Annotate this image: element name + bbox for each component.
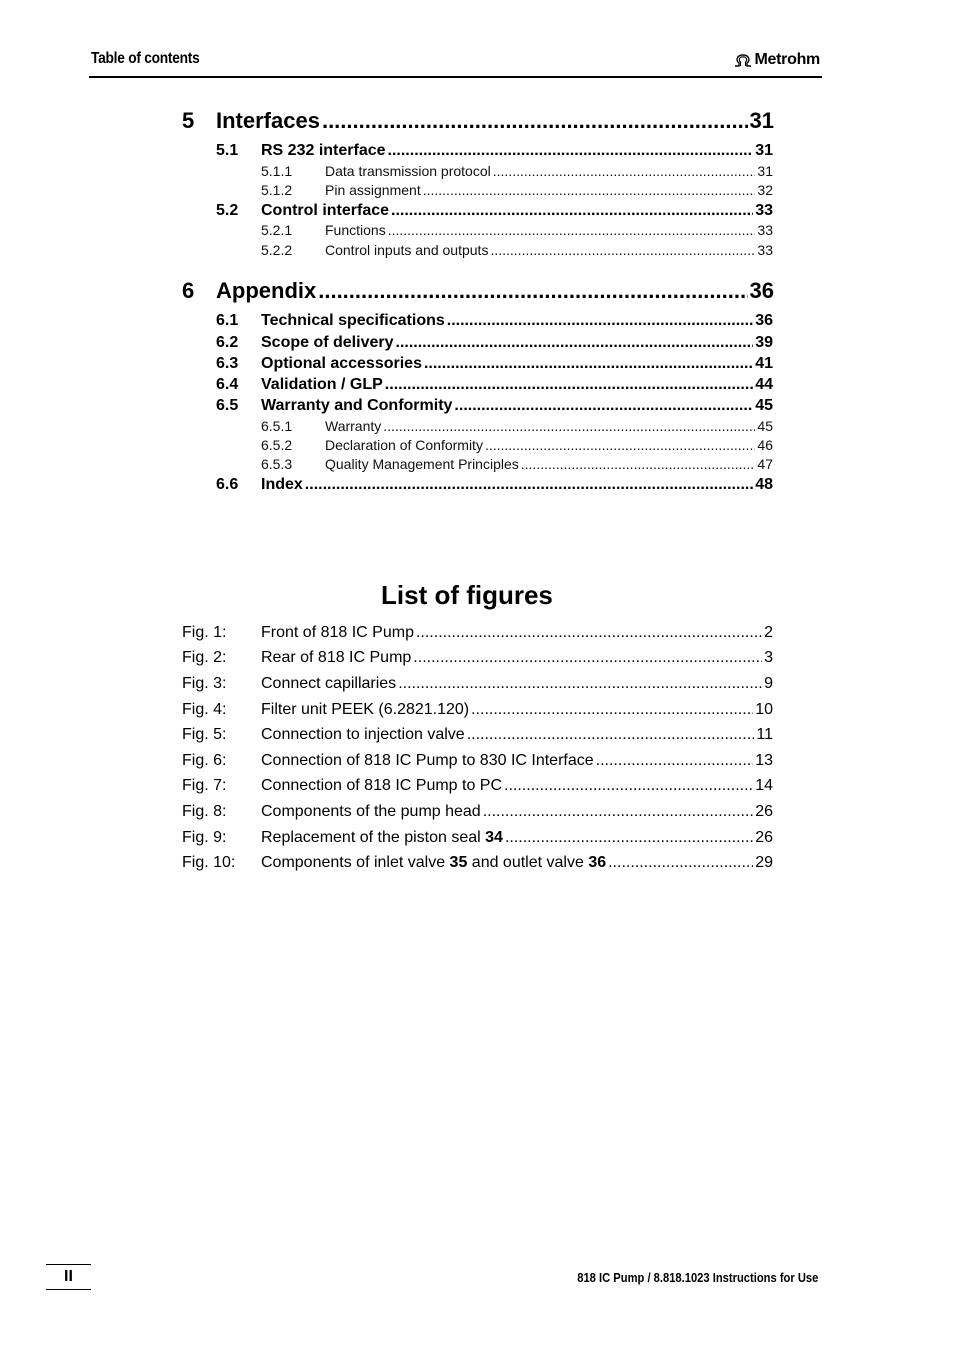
toc-subsection-6-5-2[interactable] bbox=[261, 437, 773, 453]
toc-number: 6.5 bbox=[216, 397, 239, 414]
page-number: II bbox=[64, 1268, 73, 1285]
toc-number: 5.1.2 bbox=[261, 182, 293, 198]
figure-title: Components of the pump head bbox=[261, 803, 481, 820]
toc-number: 5.2.2 bbox=[261, 242, 293, 258]
toc-subsection-6-5-3[interactable] bbox=[261, 456, 773, 472]
figure-reference-number: 35 bbox=[449, 854, 468, 871]
figure-number: Fig. 6: bbox=[182, 752, 227, 769]
toc-section-6-4[interactable] bbox=[216, 376, 773, 394]
figure-number: Fig. 7: bbox=[182, 777, 227, 794]
toc-subsection-5-2-1[interactable] bbox=[261, 222, 773, 238]
dot-leader bbox=[396, 334, 754, 352]
toc-number: 6.6 bbox=[216, 476, 239, 493]
dot-leader bbox=[388, 222, 756, 238]
toc-page: 36 bbox=[749, 278, 774, 303]
toc-section-6-5[interactable] bbox=[216, 397, 773, 415]
toc-title: Optional accessories bbox=[261, 355, 422, 372]
toc-title: Control inputs and outputs bbox=[325, 242, 489, 258]
dot-leader bbox=[305, 476, 753, 494]
header-rule bbox=[89, 76, 822, 78]
dot-leader bbox=[322, 108, 748, 134]
figure-entry-5[interactable] bbox=[182, 726, 773, 744]
toc-section-6-6[interactable] bbox=[216, 476, 773, 494]
toc-subsection-5-2-2[interactable] bbox=[261, 242, 773, 258]
dot-leader bbox=[608, 854, 753, 872]
list-of-figures-heading: List of figures bbox=[381, 580, 553, 610]
toc-title: Validation / GLP bbox=[261, 376, 383, 393]
toc-page: 33 bbox=[757, 242, 773, 258]
figure-number: Fig. 10: bbox=[182, 854, 236, 871]
figure-page: 29 bbox=[755, 854, 773, 871]
dot-leader bbox=[505, 829, 753, 847]
figure-entry-2[interactable] bbox=[182, 649, 773, 667]
toc-title: Functions bbox=[325, 222, 386, 238]
brand-name: Metrohm bbox=[754, 51, 820, 68]
toc-number: 6.5.3 bbox=[261, 456, 293, 472]
figure-page: 2 bbox=[764, 624, 773, 641]
toc-page: 48 bbox=[755, 476, 773, 493]
figure-entry-7[interactable] bbox=[182, 777, 773, 795]
toc-number: 6 bbox=[182, 278, 195, 303]
toc-page: 32 bbox=[757, 182, 773, 198]
figure-page: 9 bbox=[764, 675, 773, 692]
toc-title: Data transmission protocol bbox=[325, 163, 491, 179]
figure-title: Connection of 818 IC Pump to 830 IC Interface bbox=[261, 752, 594, 769]
toc-title: Technical specifications bbox=[261, 312, 445, 329]
dot-leader bbox=[471, 701, 753, 719]
toc-number: 5.2 bbox=[216, 202, 239, 219]
toc-title: Declaration of Conformity bbox=[325, 437, 483, 453]
figure-page: 26 bbox=[755, 803, 773, 820]
figure-page: 14 bbox=[755, 777, 773, 794]
figure-page: 10 bbox=[755, 701, 773, 718]
figure-title: Rear of 818 IC Pump bbox=[261, 649, 412, 666]
figure-reference-number: 36 bbox=[588, 854, 607, 871]
figure-page: 26 bbox=[755, 829, 773, 846]
toc-number: 6.2 bbox=[216, 334, 239, 351]
dot-leader bbox=[521, 456, 756, 472]
dot-leader bbox=[483, 803, 754, 821]
toc-number: 5.1.1 bbox=[261, 163, 293, 179]
figure-page: 11 bbox=[756, 726, 773, 743]
figure-title: Replacement of the piston seal bbox=[261, 829, 486, 846]
toc-page: 31 bbox=[755, 142, 773, 159]
figure-entry-6[interactable] bbox=[182, 752, 773, 770]
dot-leader bbox=[318, 278, 747, 304]
toc-page: 46 bbox=[757, 437, 773, 453]
toc-page: 36 bbox=[755, 312, 773, 329]
dot-leader bbox=[423, 182, 756, 198]
figure-number: Fig. 3: bbox=[182, 675, 227, 692]
figure-entry-10[interactable] bbox=[182, 854, 773, 872]
dot-leader bbox=[424, 355, 753, 373]
toc-title: Index bbox=[261, 476, 303, 493]
toc-subsection-6-5-1[interactable] bbox=[261, 418, 773, 434]
dot-leader bbox=[391, 202, 753, 220]
footer-page-box bbox=[46, 1264, 91, 1290]
figure-title: Filter unit PEEK (6.2821.120) bbox=[261, 701, 470, 718]
toc-number: 5.2.1 bbox=[261, 222, 293, 238]
dot-leader bbox=[485, 437, 755, 453]
toc-number: 5.1 bbox=[216, 142, 239, 159]
toc-page: 45 bbox=[757, 418, 773, 434]
dot-leader bbox=[416, 624, 762, 642]
figure-number: Fig. 2: bbox=[182, 649, 227, 666]
toc-title: Control interface bbox=[261, 202, 390, 219]
toc-number: 6.3 bbox=[216, 355, 239, 372]
figure-page: 3 bbox=[764, 649, 773, 666]
toc-subsection-5-1-1[interactable] bbox=[261, 163, 773, 179]
toc-page: 31 bbox=[757, 163, 773, 179]
dot-leader bbox=[398, 675, 762, 693]
toc-chapter-5[interactable] bbox=[182, 108, 774, 134]
figure-entry-9[interactable] bbox=[182, 829, 773, 847]
toc-page: 44 bbox=[755, 376, 773, 393]
toc-page: 33 bbox=[755, 202, 773, 219]
dot-leader bbox=[383, 418, 755, 434]
header-section-title: Table of contents bbox=[91, 50, 200, 67]
toc-number: 6.5.1 bbox=[261, 418, 293, 434]
toc-title: Interfaces bbox=[216, 108, 320, 133]
figure-title: and outlet valve bbox=[467, 854, 589, 871]
toc-number: 6.5.2 bbox=[261, 437, 293, 453]
toc-page: 39 bbox=[755, 334, 773, 351]
metrohm-logo-icon bbox=[733, 52, 753, 68]
figure-number: Fig. 5: bbox=[182, 726, 227, 743]
figure-title: Connect capillaries bbox=[261, 675, 397, 692]
figure-entry-1[interactable] bbox=[182, 624, 773, 642]
toc-title: Warranty bbox=[325, 418, 382, 434]
figure-number: Fig. 1: bbox=[182, 624, 227, 641]
dot-leader bbox=[504, 777, 753, 795]
toc-title: Scope of delivery bbox=[261, 334, 394, 351]
toc-section-6-1[interactable] bbox=[216, 312, 773, 330]
figure-number: Fig. 9: bbox=[182, 829, 227, 846]
dot-leader bbox=[493, 163, 756, 179]
toc-title: Appendix bbox=[216, 278, 317, 303]
toc-number: 6.1 bbox=[216, 312, 239, 329]
toc-section-5-1[interactable] bbox=[216, 142, 773, 160]
header-brand bbox=[733, 51, 820, 69]
toc-title: RS 232 interface bbox=[261, 142, 386, 159]
toc-section-5-2[interactable] bbox=[216, 202, 773, 220]
toc-number: 6.4 bbox=[216, 376, 239, 393]
toc-page: 47 bbox=[757, 456, 773, 472]
dot-leader bbox=[447, 312, 753, 330]
toc-number: 5 bbox=[182, 108, 195, 133]
dot-leader bbox=[467, 726, 755, 744]
footer-document-title: 818 IC Pump / 8.818.1023 Instructions for Use bbox=[576, 1270, 818, 1285]
toc-page: 41 bbox=[755, 355, 773, 372]
toc-section-6-2[interactable] bbox=[216, 334, 773, 352]
dot-leader bbox=[385, 376, 753, 394]
figure-title: Connection of 818 IC Pump to PC bbox=[261, 777, 503, 794]
figure-entry-8[interactable] bbox=[182, 803, 773, 821]
toc-title: Warranty and Conformity bbox=[261, 397, 453, 414]
toc-page: 31 bbox=[749, 108, 774, 133]
toc-chapter-6[interactable] bbox=[182, 278, 774, 304]
toc-title: Quality Management Principles bbox=[325, 456, 519, 472]
toc-title: Pin assignment bbox=[325, 182, 421, 198]
toc-subsection-5-1-2[interactable] bbox=[261, 182, 773, 198]
dot-leader bbox=[413, 649, 762, 667]
dot-leader bbox=[490, 242, 755, 258]
toc-page: 33 bbox=[757, 222, 773, 238]
toc-section-6-3[interactable] bbox=[216, 355, 773, 373]
figure-number: Fig. 8: bbox=[182, 803, 227, 820]
figure-page: 13 bbox=[755, 752, 773, 769]
dot-leader bbox=[596, 752, 754, 770]
figure-entry-4[interactable] bbox=[182, 701, 773, 719]
figure-title: Connection to injection valve bbox=[261, 726, 465, 743]
figure-entry-3[interactable] bbox=[182, 675, 773, 693]
figure-number: Fig. 4: bbox=[182, 701, 227, 718]
toc-page: 45 bbox=[755, 397, 773, 414]
dot-leader bbox=[388, 142, 754, 160]
figure-title: Front of 818 IC Pump bbox=[261, 624, 414, 641]
figure-title: Components of inlet valve bbox=[261, 854, 450, 871]
dot-leader bbox=[454, 397, 753, 415]
figure-reference-number: 34 bbox=[485, 829, 503, 846]
